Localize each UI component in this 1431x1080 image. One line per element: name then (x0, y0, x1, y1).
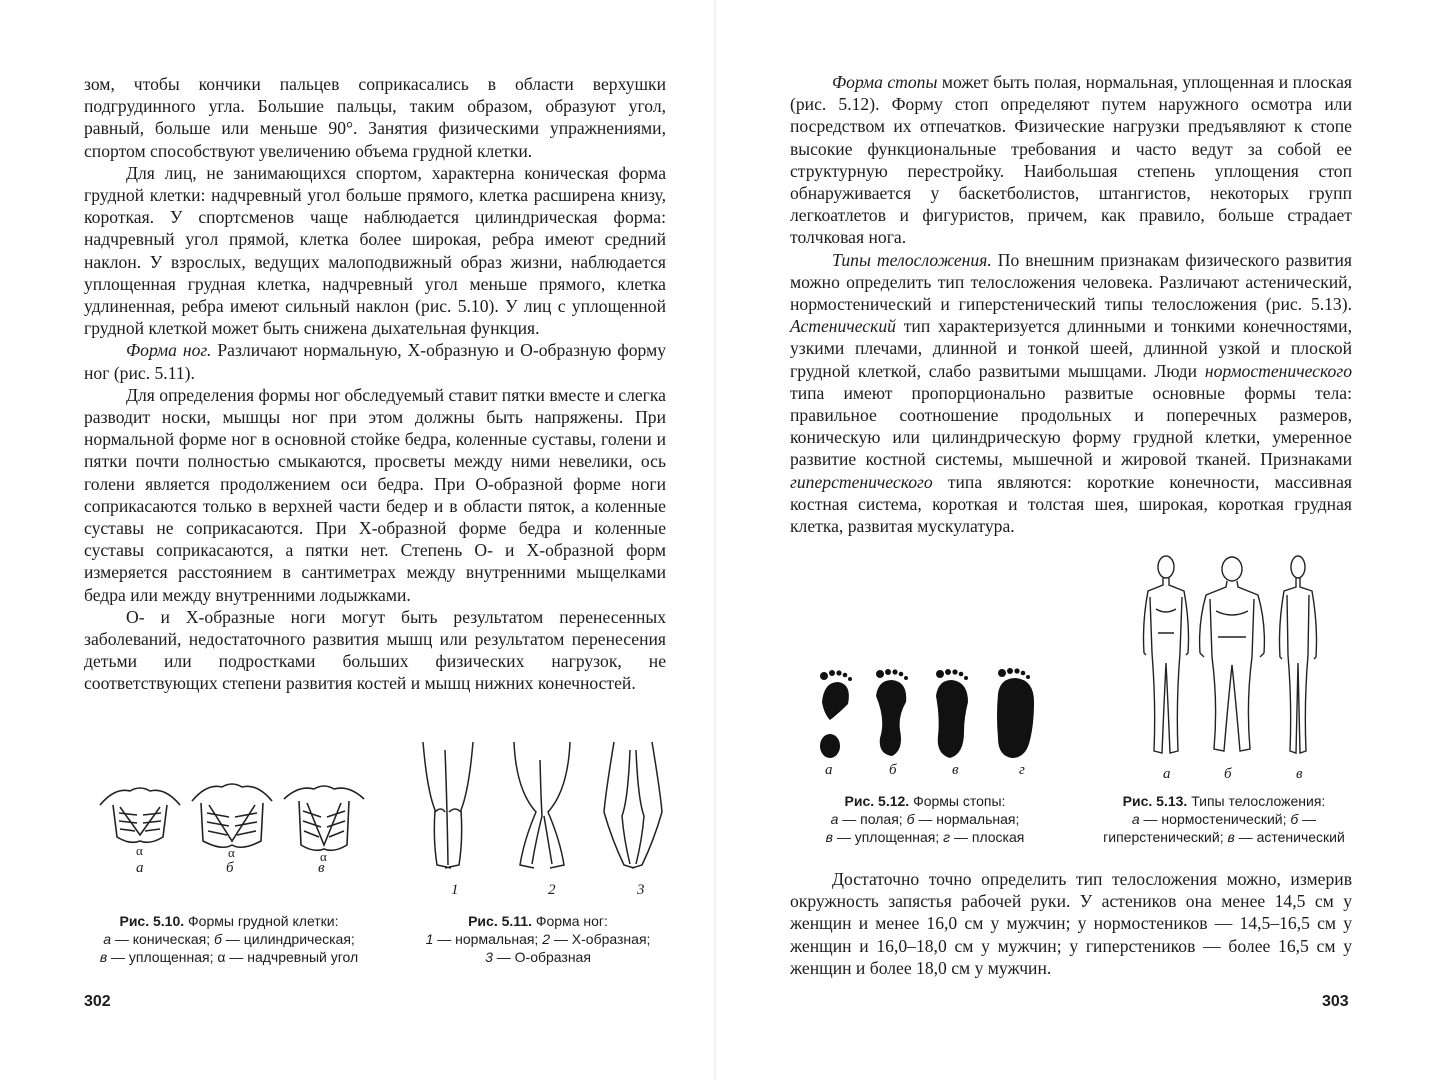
caption-title: Рис. 5.12. (844, 793, 910, 809)
figure-letter: б (1224, 766, 1232, 782)
legs-x-shaped-drawing (514, 742, 570, 868)
figure-number: 2 (548, 882, 556, 898)
alpha-label: α (136, 843, 143, 858)
paragraph: Достаточно точно определить тип телосложения можно, измерив окружность запястья рабочей руки. У астеников она менее 14,5 см у женщин и менее 16,0 см у мужчин; у нормостеников — 14,5–16,5 см у женщин и 16,0–18,0 см у мужчин; у гиперстеников — более 16,5 см у женщин и более 18,0 см у мужчин. (790, 869, 1352, 978)
paragraph: O- и X-образные ноги могут быть результатом перенесенных заболеваний, недостаточного развития мышц или результатом перенесения детьми или подростками больших физических нагрузок, не соответствующих степени развития костей и мышц нижних конечностей. (84, 606, 666, 694)
caption-title: Рис. 5.11. (468, 913, 532, 929)
left-page (0, 0, 715, 1080)
alpha-label: α (320, 849, 327, 864)
legs-heading: Форма ног. (126, 340, 212, 361)
chest-cylindrical-drawing (192, 784, 272, 847)
body-types-figure (1136, 553, 1336, 763)
caption-title: Рис. 5.13. (1122, 793, 1188, 809)
figure-number: 3 (637, 882, 645, 898)
body-type-paragraph: Типы телосложения. По внешним признакам физического развития можно определить тип телосложения человека. Различают астенический, нормостенический и гиперстенический типы телосложения (рис. 5.13). Астенический тип характеризуется длинными и тонкими конечностями, узкими плечами, длинной и тонкой шеей, длинной узкой и плоской грудной клеткой, слабо развитыми мышцами. Люди нормостенического типа имеют пропорционально развитые основные формы тела: правильное соотношение продольных и поперечных размеров, коническую или цилиндрическую форму грудной клетки, умеренное развитие костной системы, мышечной и жировой тканей. Признаками гиперстенического типа являются: короткие конечности, массивная костная система, короткая и толстая шея, широкая, короткая грудная клетка, развитая мускулатура. (790, 249, 1352, 537)
paragraph: Для определения формы ног обследуемый ставит пятки вместе и слегка разводит носки, мышцы ног при этом должны быть напряжены. При нормальной форме ног в основной стойке бедра, коленные суставы, голени и пятки почти полностью смыкаются, просветы между ними невелики, ось голени является продолжением оси бедра. При O-образной форме ноги соприкасаются только в верхней части бедер и в области пяток, а коленные суставы не соприкасаются. При X-образной форме бедра и коленные суставы соприкасаются, а пятки нет. Степень O- и X-образной форм измеряется расстоянием в сантиметрах между внутренними мыщелками бедра или между внутренними лодыжками. (84, 384, 666, 605)
figure-letter: а (1163, 766, 1171, 782)
chest-flat-drawing (284, 786, 364, 850)
figure-letter: б (889, 762, 897, 778)
legs-figure (415, 740, 665, 880)
chest-conical-drawing (100, 788, 180, 842)
foot-heading: Форма стопы (832, 72, 938, 92)
body-asthenic-drawing (1280, 556, 1317, 753)
figure-letter: в (1296, 766, 1303, 782)
figure-number: 1 (451, 882, 459, 898)
foot-normal-drawing (876, 669, 908, 756)
body-type-heading: Типы телосложения. (832, 249, 992, 270)
left-page-body (84, 73, 666, 695)
foot-hollow-drawing (820, 670, 852, 758)
body-hypersthenic-drawing (1200, 557, 1265, 751)
legs-caption: Рис. 5.11. Форма ног: 1 — нормальная; 2 — X-образная; 3 — O-образная (425, 913, 651, 965)
page-number: 302 (84, 993, 111, 1010)
legs-normal-drawing (423, 742, 473, 868)
page-number: 303 (1322, 993, 1349, 1010)
figure-letter: а (136, 860, 144, 876)
foot-flattened-drawing (936, 669, 968, 758)
closing-paragraph (790, 868, 1352, 979)
figure-letter: б (226, 860, 234, 876)
foot-flat-drawing (997, 668, 1034, 758)
alpha-label: α (228, 845, 235, 860)
figure-letter: в (318, 860, 325, 876)
body-types-caption: Рис. 5.13. Типы телосложения: а — нормостенический; б — гиперстенический; в — астенический (1103, 793, 1345, 845)
caption-title: Рис. 5.10. (119, 913, 185, 929)
paragraph: Для лиц, не занимающихся спортом, характерна коническая форма грудной клетки: надчревный угол больше прямого, клетка расширена книзу, короткая. У спортсменов чаще наблюдается цилиндрическая форма: надчревный угол прямой, клетка более широкая, ребра имеют средний наклон. У взрослых, ведущих малоподвижный образ жизни, наблюдается уплощенная грудная клетка, надчревный угол меньше прямого, клетка удлиненная, ребра имеют сильный наклон (рис. 5.10). У лиц с уплощенной грудной клеткой может быть снижена дыхательная функция. (84, 162, 666, 339)
right-page-body (790, 71, 1352, 537)
feet-caption: Рис. 5.12. Формы стопы: а — полая; б — нормальная; в — уплощенная; г — плоская (825, 793, 1025, 845)
chest-caption: Рис. 5.10. Формы грудной клетки: а — коническая; б — цилиндрическая; в — уплощенная; α — надчревный угол (99, 913, 359, 965)
legs-paragraph: Форма ног. Различают нормальную, X-образную и O-образную форму ног (рис. 5.11). (84, 340, 666, 383)
figure-letter: в (952, 762, 959, 778)
legs-o-shaped-drawing (604, 742, 662, 868)
feet-figure (812, 668, 1048, 760)
figure-letter: а (825, 762, 833, 778)
figure-letter: г (1019, 762, 1025, 778)
body-normosthenic-drawing (1144, 556, 1189, 753)
foot-paragraph: Форма стопы может быть полая, нормальная, уплощенная и плоская (рис. 5.12). Форму стоп определяют путем наружного осмотра или посредством их отпечатков. Физические нагрузки предъявляют к стопе высокие функциональные требования и часто ведут за собой ее структурную перестройку. Наибольшая степень уплощения стоп обнаруживается у баскетболистов, штангистов, некоторых групп легкоатлетов и фигуристов, причем, как правило, больше страдает толчковая нога. (790, 72, 1352, 248)
paragraph: зом, чтобы кончики пальцев соприкасались в области верхушки подгрудинного угла. Большие пальцы, таким образом, образуют угол, равный, больше или меньше 90°. Занятия физическими упражнениями, спортом способствуют увеличению объема грудной клетки. (84, 74, 666, 161)
